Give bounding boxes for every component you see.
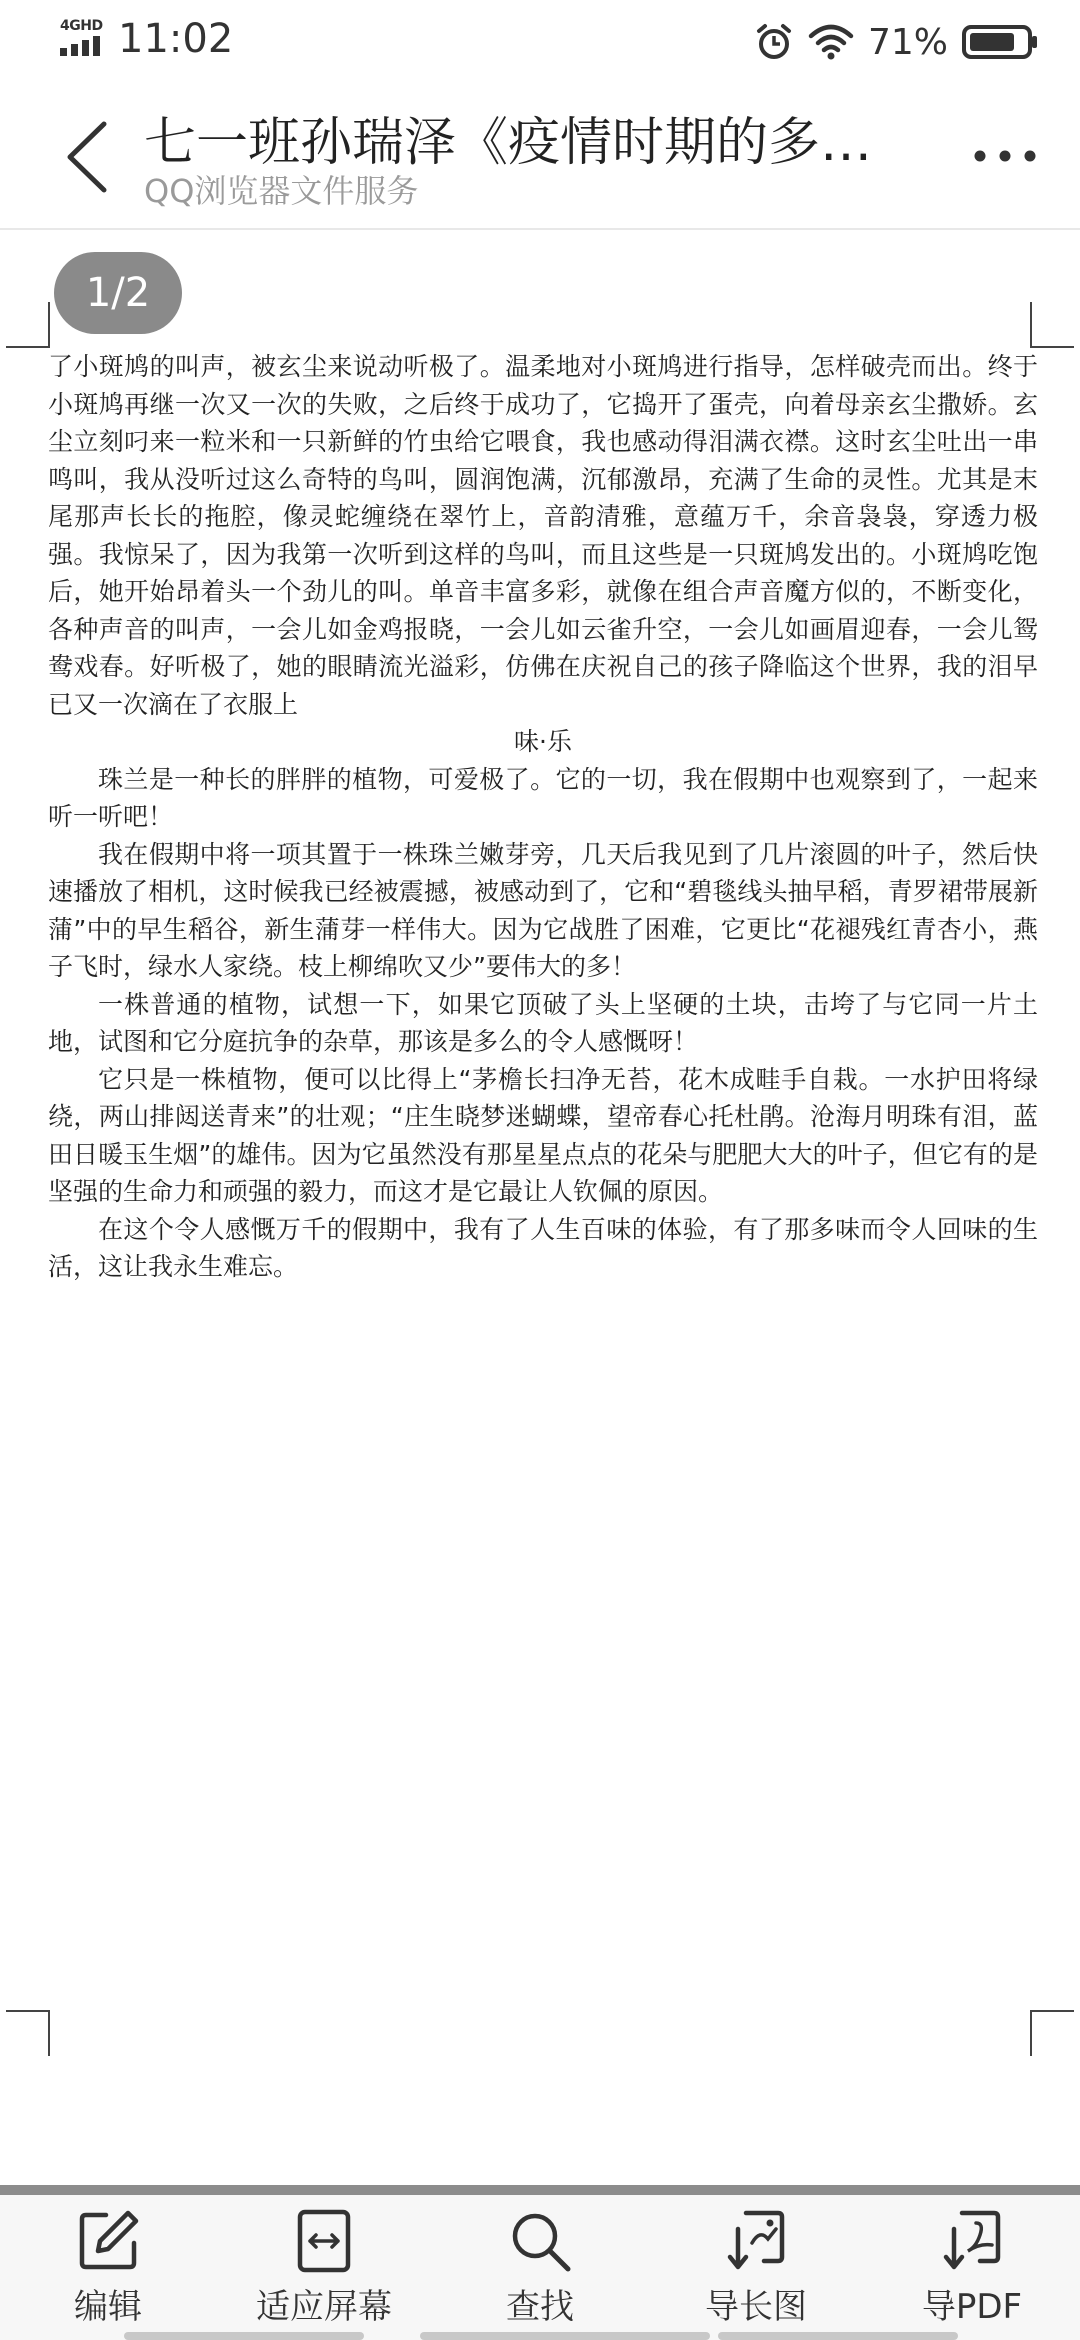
- paragraph: 一株普通的植物，试想一下，如果它顶破了头上坚硬的土块，击垮了与它同一片土地，试图和它分庭抗争的杂草，那该是多么的令人感慨呀！: [48, 989, 1038, 1056]
- more-options-button[interactable]: [970, 136, 1040, 176]
- home-indicator: [718, 2332, 958, 2340]
- document-source: QQ浏览器文件服务: [144, 172, 419, 210]
- clock: 11:02: [118, 16, 234, 62]
- network-type: 4GHD: [60, 18, 103, 34]
- find-label: 查找: [506, 2287, 574, 2327]
- page-corner-mark: [1030, 2010, 1074, 2056]
- document-viewer[interactable]: [0, 230, 1080, 2185]
- signal-bars-icon: [60, 36, 106, 56]
- fit-screen-icon: [292, 2209, 356, 2273]
- edit-button[interactable]: [8, 2209, 208, 2329]
- document-title: 七一班孙瑞泽《疫情时期的多…: [144, 113, 873, 173]
- toolbar-divider: [0, 2185, 1080, 2195]
- export-pdf-button[interactable]: [872, 2209, 1072, 2329]
- search-icon: [508, 2209, 572, 2273]
- signal-indicator: [60, 18, 112, 58]
- alarm-icon: [754, 22, 794, 62]
- wifi-icon: [808, 23, 854, 61]
- paragraph: 它只是一株植物，便可以比得上“茅檐长扫净无苔，花木成畦手自栽。一水护田将绿绕，两山排闼送青来”的壮观；“庄生晓梦迷蝴蝶，望帝春心托杜鹃。沧海月明珠有泪，蓝田日暖玉生烟”的雄伟。因为它虽然没有那星星点点的花朵与肥肥大大的叶子，但它有的是坚强的生命力和顽强的毅力，而这才是它最让人钦佩的原因。: [48, 1064, 1038, 1206]
- pdf-export-icon: [940, 2209, 1004, 2273]
- pdf-label: 导PDF: [921, 2287, 1023, 2327]
- page-corner-mark: [1030, 302, 1074, 348]
- page-corner-mark: [6, 302, 50, 348]
- paragraph: 了小斑鸠的叫声，被玄尘来说动听极了。温柔地对小斑鸠进行指导，怎样破壳而出。终于小斑鸠再继一次又一次的失败，之后终于成功了，它捣开了蛋壳，向着母亲玄尘撒娇。玄尘立刻叼来一粒米和一只新鲜的竹虫给它喂食，我也感动得泪满衣襟。这时玄尘吐出一串鸣叫，我从没听过这么奇特的鸟叫，圆润饱满，沉郁激昂，充满了生命的灵性。尤其是末尾那声长长的拖腔，像灵蛇缠绕在翠竹上，音韵清雅，意蕴万千，余音袅袅，穿透力极强。我惊呆了，因为我第一次听到这样的鸟叫，而且这些是一只斑鸠发出的。小斑鸠吃饱后，她开始昂着头一个劲儿的叫。单音丰富多彩，就像在组合声音魔方似的，不断变化，各种声音的叫声，一会儿如金鸡报晓，一会儿如云雀升空，一会儿如画眉迎春，一会儿鸳鸯戏春。好听极了，她的眼睛流光溢彩，仿佛在庆祝自己的孩子降临这个世界，我的泪早已又一次滴在了衣服上: [48, 352, 1038, 719]
- paragraph: 我在假期中将一项其置于一株珠兰嫩芽旁，几天后我见到了几片滚圆的叶子，然后快速播放了相机，这时候我已经被震撼，被感动到了，它和“碧毯线头抽早稻，青罗裙带展新蒲”中的早生稻谷，新生蒲芽一样伟大。因为它战胜了困难，它更比“花褪残红青杏小，燕子飞时，绿水人家绕。枝上柳绵吹又少”要伟大的多！: [48, 839, 1038, 981]
- home-indicator: [420, 2332, 710, 2340]
- fit-screen-button[interactable]: [224, 2209, 424, 2329]
- bottom-toolbar: [0, 2195, 1080, 2340]
- export-long-image-button[interactable]: [656, 2209, 856, 2329]
- page-indicator: 1/2: [54, 252, 182, 334]
- back-button[interactable]: [58, 112, 118, 202]
- battery-percent: 71%: [867, 21, 948, 63]
- edit-icon: [76, 2209, 140, 2273]
- find-button[interactable]: [440, 2209, 640, 2329]
- home-indicator: [124, 2332, 364, 2340]
- edit-label: 编辑: [74, 2287, 142, 2327]
- battery-icon: [962, 24, 1040, 60]
- long-image-icon: [724, 2209, 788, 2273]
- page-corner-mark: [6, 2010, 50, 2056]
- more-dots-icon: [970, 136, 1040, 176]
- document-text: [48, 348, 1038, 1286]
- fit-screen-label: 适应屏幕: [256, 2287, 392, 2327]
- section-heading: 味·乐: [514, 727, 572, 756]
- header-bar: [0, 84, 1080, 230]
- chevron-left-icon: [58, 112, 118, 202]
- long-image-label: 导长图: [705, 2287, 807, 2327]
- status-bar: [0, 0, 1080, 84]
- paragraph: 在这个令人感慨万千的假期中，我有了人生百味的体验，有了那多味而令人回味的生活，这让我永生难忘。: [48, 1214, 1038, 1281]
- paragraph: 珠兰是一种长的胖胖的植物，可爱极了。它的一切，我在假期中也观察到了，一起来听一听吧！: [48, 764, 1038, 831]
